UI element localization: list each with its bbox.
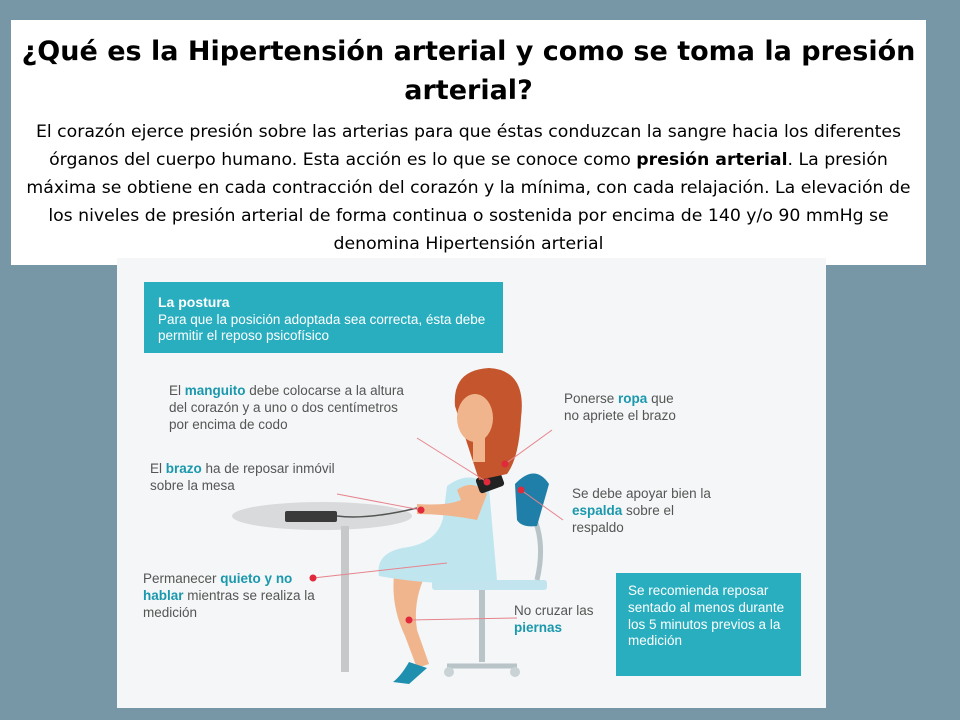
body-bold-term: presión arterial [636,150,788,170]
piernas-em: piernas [514,619,563,635]
piernas-pre: No cruzar las [514,603,594,618]
manguito-label [169,383,419,433]
ropa-label [564,391,684,425]
brazo-pre: El [150,461,166,476]
brazo-label [150,461,340,495]
table-leg [341,526,349,672]
ropa-post: que no apriete el brazo [564,391,676,423]
posture-text: Para que la posición adoptada sea correcta, ésta debe permitir el reposo psicofísico [158,312,486,343]
woman-face [457,394,493,442]
quieto-em: quieto [220,571,261,586]
ropa-pre: Ponerse [564,391,619,406]
quieto-pre: Permanecer [143,571,221,586]
slide-body [23,118,914,258]
body-part-2: . La presión máxima se obtiene en cada contracción del corazón y la mínima, con cada relajación. La elevación de los niveles de presión arterial de forma continua o sostenida por encima de 140 y/o 90 mmHg se denomina Hipertensión arterial [26,150,911,254]
espalda-pre: Se debe apoyar bien la [572,486,711,501]
quieto-mid: y [260,571,276,586]
manguito-post: debe colocarse a la altura del corazón y a uno o dos centímetros por encima de codo [169,383,404,432]
chair-column [479,590,485,662]
posture-heading: La postura [158,294,230,310]
posture-box [144,282,503,353]
bp-monitor-device [285,511,337,522]
rest-text: Se recomienda reposar sentado al menos durante los 5 minutos previos a la medición [628,583,785,649]
quieto-label [143,571,333,621]
body-part-1: El corazón ejerce presión sobre las arterias para que éstas conduzcan la sangre hacia los diferentes órganos del cuerpo humano. Esta acción es lo que se conoce como [35,122,902,170]
espalda-label [572,486,722,536]
no-hablar-em: no hablar [143,571,293,603]
text-panel [11,20,926,265]
manguito-pre: El [169,383,185,398]
ropa-em: ropa [618,391,648,406]
slide-title: ¿Qué es la Hipertensión arterial y como se toma la presión arterial? [21,36,916,106]
blood-pressure-infographic [117,258,826,708]
manguito-em: manguito [184,383,246,398]
chair-wheel [510,667,520,677]
piernas-label [514,603,604,637]
espalda-post: sobre el respaldo [572,502,675,535]
chair-wheel [444,667,454,677]
brazo-post: ha de reposar inmóvil sobre la mesa [150,461,335,493]
brazo-em: brazo [165,461,202,476]
woman-neck [473,438,485,462]
espalda-em: espalda [572,502,623,518]
quieto-post: mientras se realiza la medición [143,587,315,620]
rest-recommendation-box [616,573,801,676]
chair-backrest [515,474,549,527]
